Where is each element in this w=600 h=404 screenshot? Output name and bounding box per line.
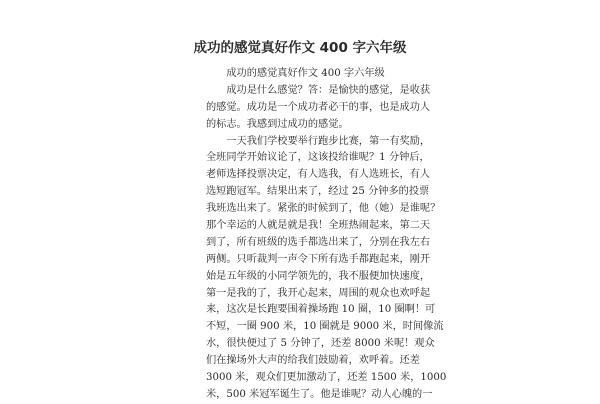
body-line: 水，很快便过了 5 分钟了，还差 8000 米呢！观众: [206, 338, 435, 350]
body-line: 到了，所有班级的选手都选出来了，分别在我左右: [206, 236, 431, 248]
body-line: 成功的感觉真好作文 400 字六年级: [206, 68, 385, 79]
body-line: 们在操场外大声的给我们鼓励着，欢呼着。还差: [206, 355, 420, 367]
body-line: 米，500 米冠军诞生了。他是谁呢？动人心魄的一: [206, 388, 433, 400]
body-line: 始是五年级的小同学领先的，我不服便加快速度，: [206, 270, 431, 282]
body-line: 那个幸运的人就是就是我！全班热闹起来，第二天: [206, 220, 431, 232]
body-line: 3000 米，观众们更加激动了，还差 1500 米，1000: [206, 372, 447, 384]
body-line: 来，这次是长跑要围着操场跑 10 圈，10 圈啊！可: [206, 304, 436, 316]
body-line: 一天我们学校要举行跑步比赛，第一有奖励，: [206, 135, 431, 147]
body-line: 成功是什么感觉？答：是愉快的感觉，是收获: [206, 84, 431, 96]
body-line: 第一是我的了，我开心起来，周围的观众也欢呼起: [206, 287, 431, 299]
body-line: 的标志。我感到过成功的感觉。: [206, 118, 349, 130]
body-line: 全班同学开始议论了，这该投给谁呢？1 分钟后，: [206, 152, 430, 164]
body-line: 两侧。只听裁判一声令下所有选手都跑起来，刚开: [206, 253, 431, 265]
body-line: 选短跑冠军。结果出来了，经过 25 分钟多的投票: [206, 186, 430, 198]
body-line: 老师选择投票决定，有人选我，有人选班长，有人: [206, 169, 431, 181]
document-body: [206, 66, 447, 404]
document-title: 成功的感觉真好作文 400 字六年级: [193, 40, 407, 56]
body-line: 不短，一圈 900 米，10 圈就是 9000 米，时间像流: [206, 321, 444, 333]
body-line: 我班选出来了。紧张的时候到了，他（她）是谁呢？: [206, 203, 441, 215]
body-line: 的感觉。成功是一个成功者必干的事，也是成功人: [206, 101, 431, 113]
